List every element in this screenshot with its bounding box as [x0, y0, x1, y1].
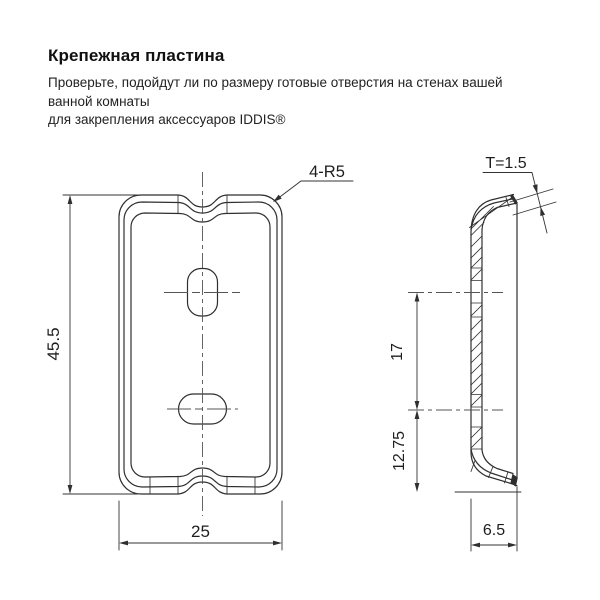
center-lines: [164, 172, 241, 516]
side-view: [408, 194, 521, 492]
dim-hole-to-bottom: [391, 410, 419, 492]
header: [48, 46, 548, 130]
dim-depth: [471, 487, 517, 551]
dim-depth-label: 6.5: [482, 522, 506, 539]
hole-center-lines: [408, 293, 521, 493]
dim-hole-spacing: [389, 293, 419, 411]
dim-width-label: 25: [191, 522, 210, 541]
dim-width: [119, 501, 282, 550]
bottom-flange: [471, 449, 518, 487]
top-flange: [470, 194, 518, 235]
corner-radius-label: 4-R5: [309, 163, 345, 181]
subtitle-line-1: Проверьте, подойдут ли по размеру готовые отверстия на стенах вашей ванной комнаты: [48, 75, 503, 109]
thickness-label: T=1.5: [485, 155, 527, 172]
section-divisions: [471, 268, 482, 449]
thickness-callout: [483, 155, 556, 233]
page-title: Крепежная пластина: [48, 46, 225, 65]
corner-radius-callout: [273, 163, 353, 202]
page-subtitle: [48, 74, 548, 130]
dim-height-label: 45.5: [44, 327, 63, 361]
front-view: [119, 172, 282, 516]
subtitle-line-2: для закрепления аксессуаров IDDIS®: [48, 112, 286, 127]
dim-hole-spacing-label: 17: [389, 343, 406, 361]
dim-hole-to-bottom-label: 12.75: [391, 430, 408, 472]
